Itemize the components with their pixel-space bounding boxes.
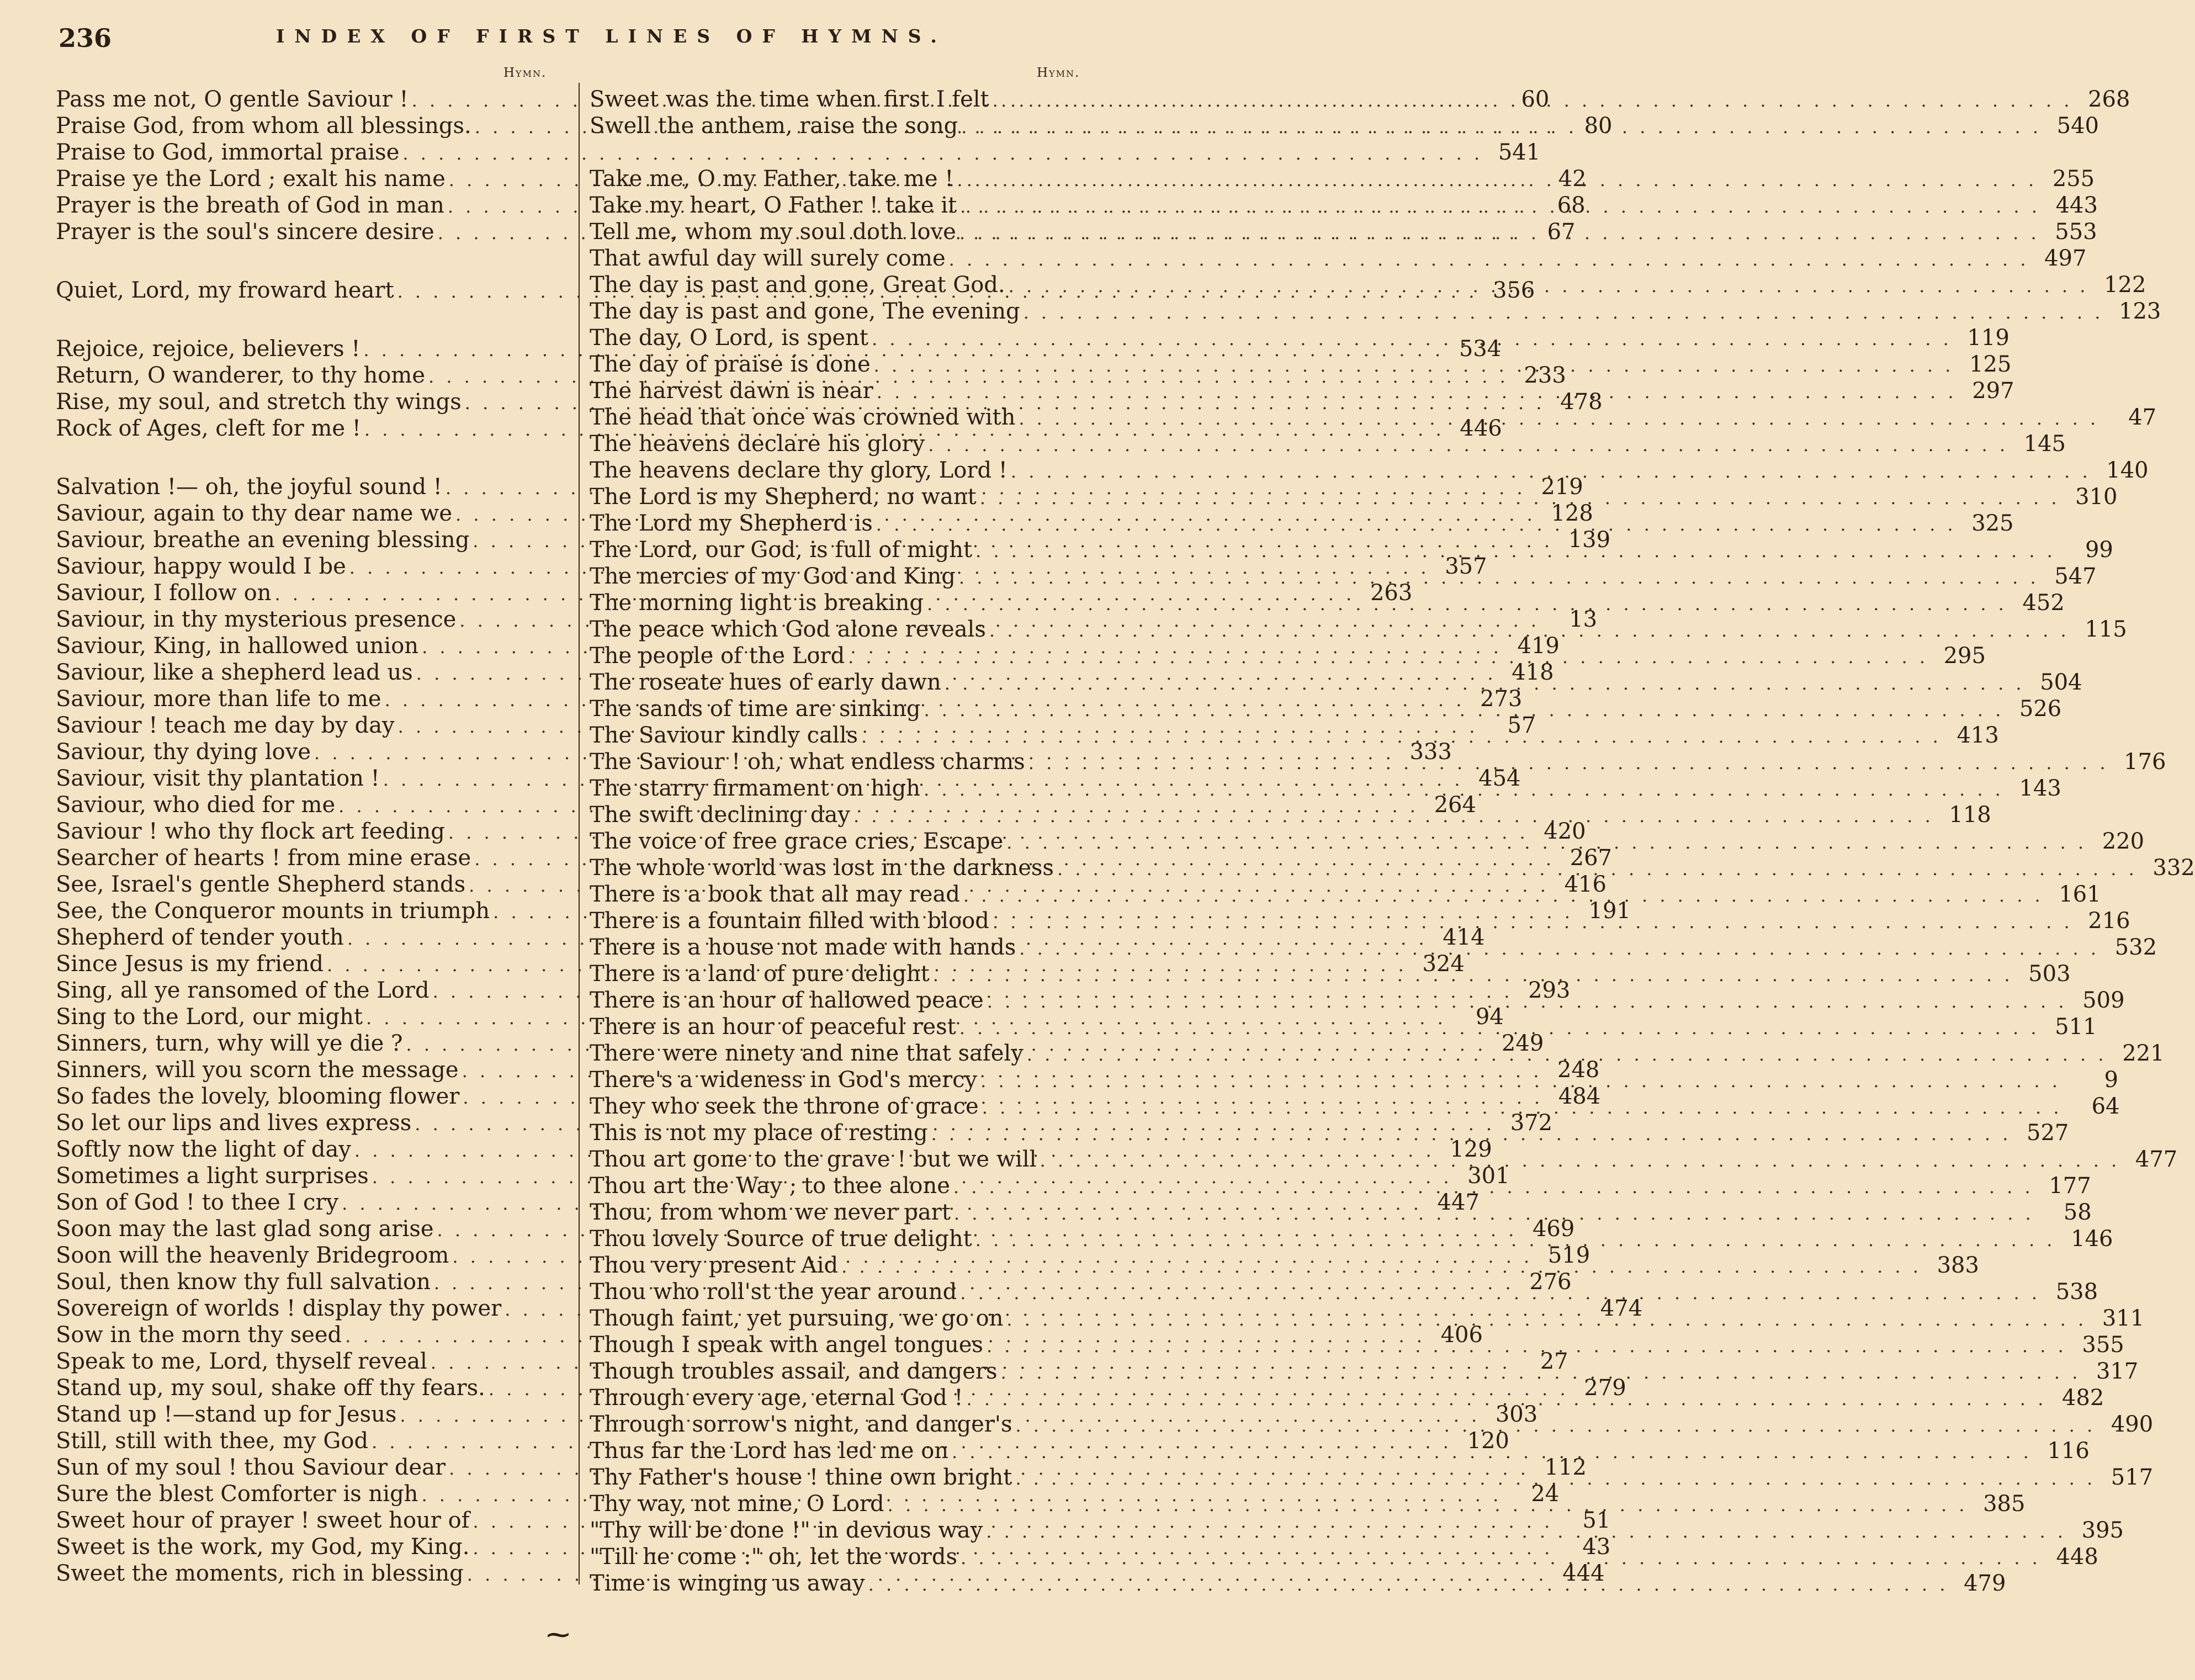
first-line-text: Thus far the Lord has led me on xyxy=(590,1438,949,1464)
first-line-text: Saviour, breathe an evening blessing xyxy=(56,527,470,553)
first-line-text: The day is past and gone, Great God. xyxy=(590,272,1005,298)
hymn-number: 332 xyxy=(2152,855,2195,881)
first-line-text: Quiet, Lord, my froward heart xyxy=(56,278,394,303)
dot-leader xyxy=(920,697,2004,723)
hymn-number: 177 xyxy=(2049,1173,2091,1199)
first-line-text: The day of praise is done xyxy=(590,352,871,377)
first-line-text: "Till he come :" oh, let the words xyxy=(590,1544,958,1570)
dot-leader xyxy=(951,1200,2034,1227)
hymn-number: 279 xyxy=(1584,1375,1626,1401)
hymn-number: 233 xyxy=(1524,363,1566,388)
column-label-left: Hymn. xyxy=(503,66,547,80)
first-line-text: So let our lips and lives express xyxy=(56,1110,412,1136)
hymn-number: 293 xyxy=(1528,978,1571,1003)
index-entry xyxy=(590,457,2149,484)
hymn-number: 146 xyxy=(2071,1226,2113,1252)
first-line-text: Searcher of hearts ! from mine erase xyxy=(56,845,471,871)
hymn-number: 395 xyxy=(2081,1518,2124,1543)
dot-leader xyxy=(977,1068,2061,1094)
hymn-number: 541 xyxy=(1498,140,1541,165)
hymn-number: 509 xyxy=(2082,988,2125,1013)
first-line-text: Praise to God, immortal praise xyxy=(56,140,400,165)
hymn-number: 297 xyxy=(1972,378,2014,404)
hymn-number: 58 xyxy=(2063,1200,2092,1225)
first-line-text: Speak to me, Lord, thyself reveal xyxy=(56,1349,427,1374)
first-line-text: Praise God, from whom all blessings. xyxy=(56,113,471,139)
dot-leader xyxy=(865,1571,1949,1598)
hymn-number: 504 xyxy=(2040,670,2082,695)
dot-leader xyxy=(983,1518,2066,1545)
hymn-number: 273 xyxy=(1480,686,1523,712)
first-line-text: Stand up, my soul, shake off thy fears. xyxy=(56,1375,485,1401)
hymn-number: 419 xyxy=(1517,633,1560,659)
hymn-number: 474 xyxy=(1600,1296,1643,1321)
section-gap xyxy=(590,139,1064,166)
dot-leader xyxy=(958,114,2042,140)
hymn-number: 263 xyxy=(1370,580,1413,606)
hymn-number: 67 xyxy=(1547,219,1576,245)
dot-leader xyxy=(977,485,2060,511)
first-line-text: Swell the anthem, raise the song xyxy=(590,113,958,139)
dot-leader xyxy=(983,1333,2067,1359)
column-divider xyxy=(579,83,580,1584)
dot-leader xyxy=(868,326,1952,352)
first-line-text: The day, O Lord, is spent xyxy=(590,325,868,351)
dot-leader xyxy=(986,617,2070,644)
hymn-number: 482 xyxy=(2061,1385,2104,1411)
hymn-number: 372 xyxy=(1510,1110,1553,1136)
dot-leader xyxy=(953,167,2037,193)
first-line-text: Though faint, yet pursuing, we go on xyxy=(590,1306,1004,1331)
first-line-text: Thou, from whom we never part xyxy=(590,1200,951,1225)
first-line-text: Softly now the light of day xyxy=(56,1137,351,1162)
first-line-text: The voice of free grace cries, Escape xyxy=(590,829,1004,854)
dot-leader xyxy=(972,1227,2056,1253)
first-line-text: The Saviour ! oh, what endless charms xyxy=(590,749,1025,775)
hymn-number: 310 xyxy=(2075,484,2118,510)
dot-leader xyxy=(924,591,2007,617)
hymn-number: 176 xyxy=(2124,749,2166,775)
first-line-text: Saviour ! who thy flock art feeding xyxy=(56,819,445,844)
first-line-text: There is an hour of peaceful rest xyxy=(590,1014,956,1040)
dot-leader xyxy=(941,670,2025,697)
first-line-text: Soon may the last glad song arise xyxy=(56,1216,434,1242)
dot-leader xyxy=(1020,299,2104,326)
hymn-number: 519 xyxy=(1547,1243,1590,1268)
hymn-number: 216 xyxy=(2088,908,2130,934)
dot-leader xyxy=(884,1492,1968,1518)
first-line-text: The sands of time are sinking xyxy=(590,696,921,722)
hymn-number: 511 xyxy=(2055,1014,2097,1040)
first-line-text: See, Israel's gentle Shepherd stands xyxy=(56,872,466,897)
section-gap xyxy=(56,245,559,277)
first-line-text: The peace which God alone reveals xyxy=(590,617,986,642)
hymn-number: 264 xyxy=(1434,792,1476,818)
hymn-number: 268 xyxy=(2088,87,2130,112)
hymn-number: 9 xyxy=(2104,1067,2118,1093)
running-head: INDEX OF FIRST LINES OF HYMNS. xyxy=(276,25,947,47)
first-line-text: Saviour, happy would I be xyxy=(56,554,346,579)
dot-leader xyxy=(930,962,2013,988)
dot-leader xyxy=(850,803,1934,829)
hymn-number: 420 xyxy=(1544,819,1586,844)
first-line-text: There is a fountain filled with blood xyxy=(590,908,989,934)
first-line-text: Soon will the heavenly Bridegroom xyxy=(56,1243,449,1268)
hymn-number: 112 xyxy=(1544,1455,1587,1480)
dot-leader xyxy=(957,1545,2041,1571)
dot-leader xyxy=(956,220,2040,246)
dot-leader xyxy=(979,1094,2063,1121)
hymn-number: 295 xyxy=(1943,643,1986,669)
hymn-number: 143 xyxy=(2019,776,2061,801)
first-line-text: Saviour, who died for me xyxy=(56,792,336,818)
hymn-number: 255 xyxy=(2052,166,2095,192)
first-line-text: Take my heart, O Father ! take it xyxy=(590,193,957,218)
first-line-text: Thou very present Aid xyxy=(590,1253,839,1278)
first-line-text: Sow in the morn thy seed xyxy=(56,1322,342,1348)
first-line-text: There is a book that all may read xyxy=(590,882,960,907)
tailpiece-ornament: ⁓ xyxy=(547,1621,570,1648)
first-line-text: Sometimes a light surprises xyxy=(56,1163,369,1189)
first-line-text: Saviour, I follow on xyxy=(56,580,272,606)
dot-leader xyxy=(956,564,2039,591)
first-line-text: Sweet the moments, rich in blessing xyxy=(56,1561,464,1586)
hymn-number: 317 xyxy=(2096,1359,2139,1384)
first-line-text: The Saviour kindly calls xyxy=(590,723,858,748)
first-line-text: Though I speak with angel tongues xyxy=(590,1332,983,1358)
first-line-text: Saviour, more than life to me xyxy=(56,686,381,712)
first-line-text: Saviour, again to thy dear name we xyxy=(56,501,453,526)
first-line-text: Praise ye the Lord ; exalt his name xyxy=(56,166,446,192)
first-line-text: The mercies of my God and King xyxy=(590,564,956,589)
hymn-number: 311 xyxy=(2102,1306,2145,1331)
hymn-number: 540 xyxy=(2056,113,2099,139)
first-line-text: Soul, then know thy full salvation xyxy=(56,1269,431,1295)
hymn-number: 418 xyxy=(1512,660,1554,685)
dot-leader xyxy=(972,538,2056,564)
dot-leader xyxy=(1036,1147,2120,1174)
hymn-number: 115 xyxy=(2085,617,2127,642)
first-line-text: The head that once was crowned with xyxy=(590,405,1016,430)
dot-leader xyxy=(957,193,2040,220)
first-line-text: Tell me, whom my soul doth love xyxy=(590,219,956,245)
dot-leader xyxy=(920,776,2004,803)
hymn-number: 27 xyxy=(1540,1349,1568,1374)
hymn-number: 547 xyxy=(2054,564,2097,589)
dot-leader xyxy=(1005,273,2089,299)
hymn-number: 123 xyxy=(2119,299,2161,324)
hymn-number: 532 xyxy=(2114,935,2157,960)
first-line-text: Stand up !—stand up for Jesus xyxy=(56,1402,397,1427)
first-line-text: Rise, my soul, and stretch thy wings xyxy=(56,389,462,415)
hymn-number: 94 xyxy=(1475,1004,1504,1030)
hymn-number: 24 xyxy=(1531,1481,1560,1507)
dot-leader xyxy=(960,882,2044,909)
first-line-text: There is a house not made with hands xyxy=(590,935,1016,960)
hymn-number: 406 xyxy=(1440,1322,1483,1348)
hymn-number: 454 xyxy=(1478,766,1521,791)
dot-leader xyxy=(957,1280,2040,1306)
hymn-number: 497 xyxy=(2044,246,2087,271)
first-line-text: Thou art gone to the grave ! but we will xyxy=(590,1147,1037,1172)
hymn-number: 413 xyxy=(1957,723,1999,748)
dot-leader xyxy=(1015,405,2099,432)
first-line-text: The heavens declare his glory xyxy=(590,431,925,457)
first-line-text: The Lord is my Shepherd, no want xyxy=(590,484,977,510)
index-entry xyxy=(56,139,1541,166)
hymn-number: 478 xyxy=(1560,389,1603,415)
first-line-text: "Thy will be done !" in devious way xyxy=(590,1518,983,1543)
hymn-number: 479 xyxy=(1964,1571,2006,1596)
hymn-number: 490 xyxy=(2111,1412,2154,1437)
first-line-text: Through every age, eternal God ! xyxy=(590,1385,963,1411)
first-line-text: There were ninety and nine that safely xyxy=(590,1041,1024,1066)
dot-leader xyxy=(998,1359,2081,1386)
hymn-number: 120 xyxy=(1467,1428,1509,1454)
dot-leader xyxy=(871,352,1954,379)
hymn-number: 303 xyxy=(1495,1402,1538,1427)
dot-leader xyxy=(1025,750,2109,776)
first-line-text: Since Jesus is my friend xyxy=(56,951,324,977)
first-line-text: Sing to the Lord, our might xyxy=(56,1004,363,1030)
hymn-number: 534 xyxy=(1459,336,1502,362)
first-line-text: The whole world was lost in the darkness xyxy=(590,855,1054,881)
dot-leader xyxy=(928,1121,2012,1147)
first-line-text: The Lord, our God, is full of might xyxy=(590,537,973,563)
first-line-text: The people of the Lord xyxy=(590,643,845,669)
first-line-text: Sweet hour of prayer ! sweet hour of xyxy=(56,1508,470,1533)
first-line-text: Prayer is the breath of God in man xyxy=(56,193,444,218)
dot-leader xyxy=(1054,856,2138,882)
hymn-number: 64 xyxy=(2091,1094,2120,1119)
hymn-number: 444 xyxy=(1562,1561,1605,1586)
first-line-text: Thou who roll'st the year around xyxy=(590,1279,957,1305)
first-line-text: Though troubles assail, and dangers xyxy=(590,1359,998,1384)
first-line-text: Son of God ! to thee I cry xyxy=(56,1190,339,1215)
hymn-number: 356 xyxy=(1493,278,1535,303)
dot-leader xyxy=(946,246,2029,273)
first-line-text: Pass me not, O gentle Saviour ! xyxy=(56,87,409,112)
hymn-number: 43 xyxy=(1582,1534,1611,1560)
index-entry xyxy=(590,298,2161,325)
hymn-number: 122 xyxy=(2104,272,2146,298)
first-line-text: Saviour, King, in hallowed union xyxy=(56,633,419,659)
hymn-number: 324 xyxy=(1422,951,1465,977)
dot-leader xyxy=(950,1174,2034,1200)
first-line-text: Prayer is the soul's sincere desire xyxy=(56,219,434,245)
hymn-number: 276 xyxy=(1529,1269,1572,1295)
dot-leader xyxy=(1012,1465,2096,1492)
first-line-text: Salvation !— oh, the joyful sound ! xyxy=(56,474,442,500)
dot-leader xyxy=(956,1015,2040,1041)
first-line-text: The morning light is breaking xyxy=(590,590,924,616)
hymn-number: 517 xyxy=(2111,1465,2154,1490)
first-line-text: See, the Conqueror mounts in triumph xyxy=(56,898,490,924)
first-line-text: There is an hour of hallowed peace xyxy=(590,988,984,1013)
page-number: 236 xyxy=(59,23,112,53)
first-line-text: The heavens declare thy glory, Lord ! xyxy=(590,458,1008,483)
hymn-number: 301 xyxy=(1467,1163,1510,1189)
hymn-number: 118 xyxy=(1949,802,1991,828)
dot-leader xyxy=(1024,1041,2107,1068)
dot-leader xyxy=(989,87,2073,114)
first-line-text: Thy Father's house ! thine own bright xyxy=(590,1465,1012,1490)
index-entry xyxy=(590,431,2066,457)
dot-leader xyxy=(845,644,1928,670)
hymn-number: 357 xyxy=(1445,554,1487,579)
hymn-number: 538 xyxy=(2055,1279,2098,1305)
hymn-number: 383 xyxy=(1937,1253,1979,1278)
first-line-text: Time is winging us away xyxy=(590,1571,865,1596)
hymn-number: 80 xyxy=(1584,113,1613,139)
hymn-number: 248 xyxy=(1557,1057,1600,1083)
first-line-text: The roseate hues of early dawn xyxy=(590,670,941,695)
section-gap xyxy=(56,304,559,336)
first-line-text: Sovereign of worlds ! display thy power xyxy=(56,1296,502,1321)
hymn-number: 129 xyxy=(1450,1137,1492,1162)
first-line-text: The swift declining day xyxy=(590,802,850,828)
dot-leader xyxy=(1003,1306,2087,1333)
hymn-number: 221 xyxy=(2122,1041,2165,1066)
first-line-text: They who seek the throne of grace xyxy=(590,1094,979,1119)
hymn-number: 443 xyxy=(2055,193,2098,218)
hymn-number: 385 xyxy=(1983,1491,2026,1517)
first-line-text: Saviour, thy dying love xyxy=(56,739,311,765)
first-line-text: That awful day will surely come xyxy=(590,246,946,271)
column-label-right: Hymn. xyxy=(1037,66,1080,80)
hymn-number: 119 xyxy=(1967,325,2010,351)
first-line-text: Sweet is the work, my God, my King. xyxy=(56,1534,470,1560)
dot-leader xyxy=(989,909,2073,935)
hymn-number: 452 xyxy=(2022,590,2065,616)
dot-leader xyxy=(1003,829,2087,856)
first-line-text: Thou art the Way ; to thee alone xyxy=(590,1173,950,1199)
first-line-text: Thou lovely Source of true delight xyxy=(590,1226,972,1252)
hymn-number: 145 xyxy=(2023,431,2066,457)
hymn-number: 128 xyxy=(1551,501,1593,526)
hymn-number: 469 xyxy=(1532,1216,1575,1242)
first-line-text: Rejoice, rejoice, believers ! xyxy=(56,336,360,362)
dot-leader xyxy=(963,1386,2047,1412)
dot-leader xyxy=(838,1253,1922,1280)
hymn-number: 60 xyxy=(1521,87,1550,112)
hymn-number: 416 xyxy=(1564,872,1607,897)
hymn-number: 139 xyxy=(1568,527,1611,553)
first-line-text: Rock of Ages, cleft for me ! xyxy=(56,416,361,441)
hymn-number: 325 xyxy=(1971,511,2014,536)
first-line-text: The day is past and gone, The evening xyxy=(590,299,1020,324)
dot-leader xyxy=(948,1439,2032,1465)
hymn-number: 51 xyxy=(1582,1508,1611,1533)
hymn-number: 447 xyxy=(1437,1190,1480,1215)
hymn-number: 448 xyxy=(2056,1544,2098,1570)
index-entry xyxy=(590,245,2087,272)
first-line-text: Through sorrow's night, and danger's xyxy=(590,1412,1012,1437)
hymn-number: 267 xyxy=(1570,845,1612,871)
first-line-text: Still, still with thee, my God xyxy=(56,1428,369,1454)
hymn-number: 219 xyxy=(1541,474,1583,500)
hymn-number: 161 xyxy=(2059,882,2101,907)
first-line-text: Sinners, turn, why will ye die ? xyxy=(56,1031,403,1056)
first-line-text: The Lord my Shepherd is xyxy=(590,511,873,536)
first-line-text: Saviour, like a shepherd lead us xyxy=(56,660,413,685)
first-line-text: Saviour ! teach me day by day xyxy=(56,713,395,738)
hymn-number: 249 xyxy=(1501,1031,1544,1056)
hymn-number: 13 xyxy=(1569,607,1598,632)
hymn-number: 477 xyxy=(2135,1147,2178,1172)
hymn-number: 553 xyxy=(2055,219,2097,245)
first-line-text: Sure the blest Comforter is nigh xyxy=(56,1481,418,1507)
first-line-text: There is a land of pure delight xyxy=(590,961,930,987)
hymn-number: 140 xyxy=(2106,458,2149,483)
first-line-text: There's a wideness in God's mercy xyxy=(590,1067,978,1093)
section-gap xyxy=(56,442,559,474)
hymn-number: 47 xyxy=(2128,405,2157,430)
first-line-text: Shepherd of tender youth xyxy=(56,925,344,950)
dot-leader xyxy=(1012,1412,2096,1439)
hymn-number: 526 xyxy=(2019,696,2062,722)
hymn-number: 42 xyxy=(1558,166,1587,192)
first-line-text: The harvest dawn is near xyxy=(590,378,873,404)
hymn-number: 527 xyxy=(2027,1120,2069,1146)
hymn-number: 68 xyxy=(1557,193,1586,218)
hymn-number: 99 xyxy=(2085,537,2113,563)
hymn-number: 355 xyxy=(2082,1332,2124,1358)
first-line-text: The starry firmament on high xyxy=(590,776,921,801)
dot-leader xyxy=(873,511,1957,538)
dot-leader xyxy=(984,988,2067,1015)
first-line-text: Saviour, in thy mysterious presence xyxy=(56,607,457,632)
hymn-number: 333 xyxy=(1409,739,1452,765)
first-line-text: Return, O wanderer, to thy home xyxy=(56,363,425,388)
hymn-number: 57 xyxy=(1507,713,1536,738)
hymn-number: 125 xyxy=(1969,352,2012,377)
first-line-text: Take me, O my Father, take me ! xyxy=(590,166,954,192)
dot-leader xyxy=(1016,935,2099,962)
first-line-text: Sing, all ye ransomed of the Lord xyxy=(56,978,430,1003)
hymn-number: 503 xyxy=(2028,961,2071,987)
hymn-number: 116 xyxy=(2047,1438,2090,1464)
dot-leader xyxy=(925,432,2008,458)
hymn-number: 220 xyxy=(2102,829,2145,854)
dot-leader xyxy=(1008,458,2091,485)
first-line-text: Saviour, visit thy plantation ! xyxy=(56,766,380,791)
first-line-text: Sinners, will you scorn the message xyxy=(56,1057,459,1083)
first-line-text: So fades the lovely, blooming flower xyxy=(56,1084,460,1109)
hymn-number: 446 xyxy=(1460,416,1502,441)
hymn-number: 414 xyxy=(1443,925,1485,950)
first-line-text: Thy way, not mine, O Lord xyxy=(590,1491,884,1517)
hymn-number: 484 xyxy=(1558,1084,1601,1109)
first-line-text: Sun of my soul ! thou Saviour dear xyxy=(56,1455,446,1480)
dot-leader xyxy=(858,723,1942,750)
first-line-text: Sweet was the time when first I felt xyxy=(590,87,989,112)
hymn-number: 191 xyxy=(1588,898,1631,924)
dot-leader xyxy=(873,379,1957,405)
first-line-text: This is not my place of resting xyxy=(590,1120,928,1146)
